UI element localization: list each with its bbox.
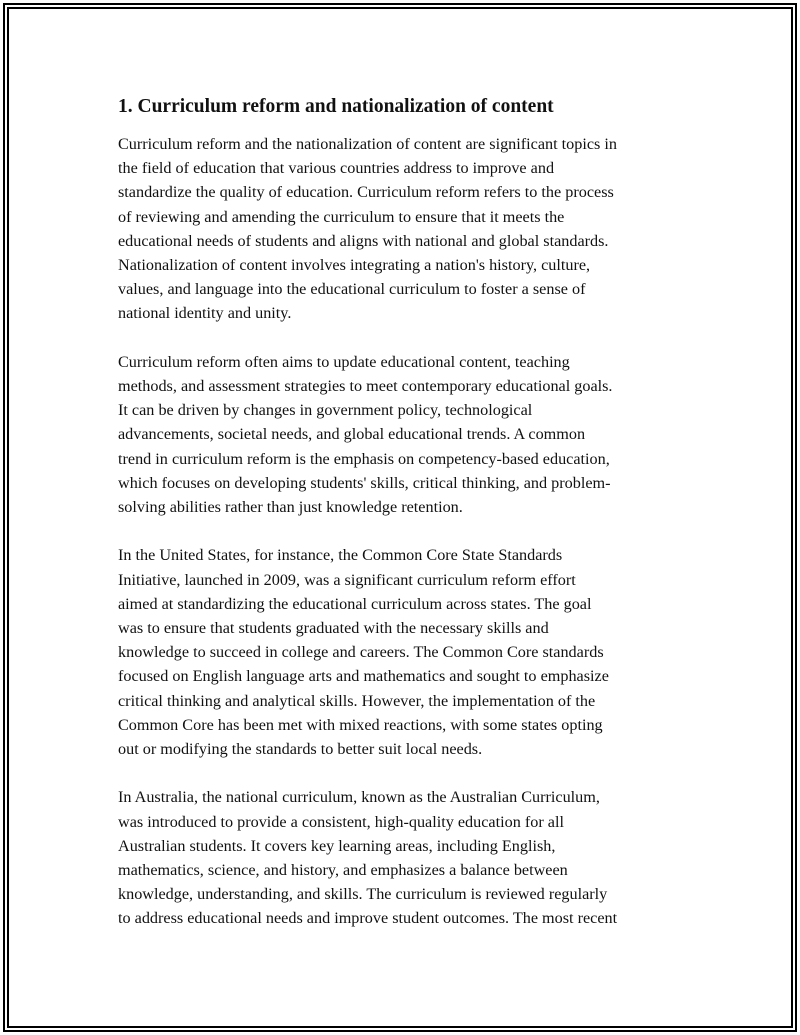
text-line: knowledge to succeed in college and careers. The Common Core standards — [118, 643, 604, 662]
text-line: out or modifying the standards to better suit local needs. — [118, 740, 483, 759]
text-line: solving abilities rather than just knowledge retention. — [118, 498, 463, 517]
text-line: was to ensure that students graduated with the necessary skills and — [118, 619, 549, 638]
text-line: focused on English language arts and mathematics and sought to emphasize — [118, 667, 609, 686]
paragraph-4 — [118, 785, 688, 930]
text-line: Australian students. It covers key learning areas, including English, — [118, 836, 556, 855]
paragraph-3 — [118, 543, 688, 761]
text-line: Common Core has been met with mixed reactions, with some states opting — [118, 715, 603, 734]
section-heading: 1. Curriculum reform and nationalization of content — [118, 96, 554, 117]
text-line: of reviewing and amending the curriculum to ensure that it meets the — [118, 207, 565, 226]
paragraph-1 — [118, 132, 688, 326]
paragraph-2 — [118, 350, 688, 519]
text-line: Curriculum reform and the nationalization of content are significant topics in — [118, 135, 617, 153]
text-line: aimed at standardizing the educational curriculum across states. The goal — [118, 594, 592, 613]
text-line: It can be driven by changes in government policy, technological — [118, 401, 533, 420]
text-line: which focuses on developing students' skills, critical thinking, and problem- — [118, 473, 611, 492]
text-line: methods, and assessment strategies to meet contemporary educational goals. — [118, 377, 613, 396]
text-line: national identity and unity. — [118, 304, 292, 323]
text-line: advancements, societal needs, and global educational trends. A common — [118, 425, 586, 444]
text-line: knowledge, understanding, and skills. The curriculum is reviewed regularly — [118, 885, 608, 904]
text-line: Initiative, launched in 2009, was a significant curriculum reform effort — [118, 570, 576, 589]
text-line: In Australia, the national curriculum, known as the Australian Curriculum, — [118, 788, 600, 807]
document-body — [118, 94, 688, 955]
text-line: to address educational needs and improve student outcomes. The most recent — [118, 909, 618, 928]
text-line: Curriculum reform often aims to update educational content, teaching — [118, 352, 570, 371]
text-line: the field of education that various countries address to improve and — [118, 159, 555, 178]
text-line: values, and language into the educational curriculum to foster a sense of — [118, 280, 586, 299]
text-line: was introduced to provide a consistent, high-quality education for all — [118, 812, 564, 831]
text-line: Nationalization of content involves integrating a nation's history, culture, — [118, 256, 591, 275]
text-line: trend in curriculum reform is the emphasis on competency-based education, — [118, 449, 610, 468]
text-line: critical thinking and analytical skills. However, the implementation of the — [118, 691, 596, 710]
text-line: educational needs of students and aligns with national and global standards. — [118, 231, 609, 250]
text-line: In the United States, for instance, the Common Core State Standards — [118, 546, 563, 565]
text-line: standardize the quality of education. Curriculum reform refers to the process — [118, 183, 614, 202]
text-line: mathematics, science, and history, and emphasizes a balance between — [118, 861, 568, 880]
